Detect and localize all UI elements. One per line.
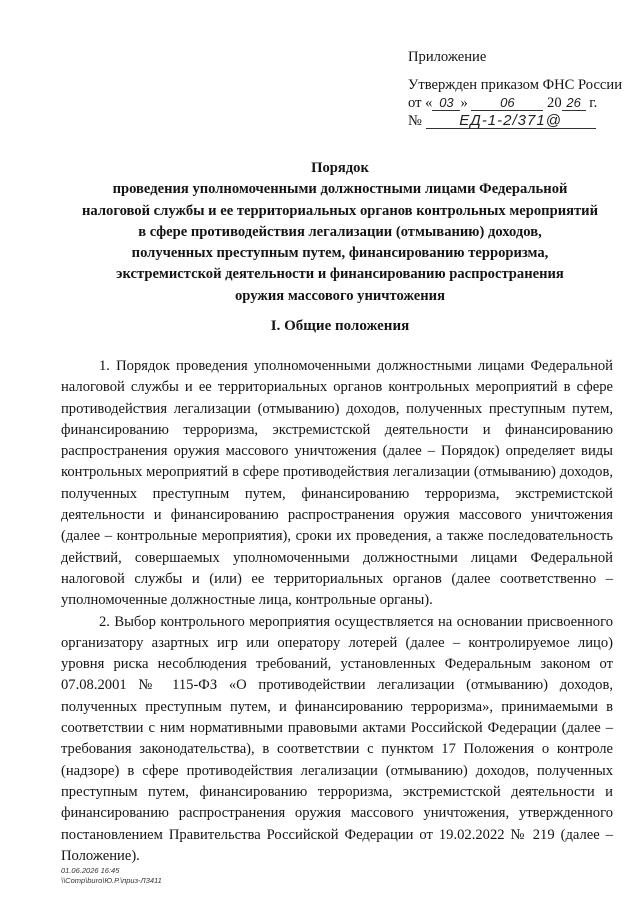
footer-note (61, 866, 361, 886)
date-mid: » (460, 95, 468, 111)
date-day-handwritten: 03 (432, 96, 460, 111)
footer-timestamp: 01.06.2026 16:45 (61, 866, 120, 875)
section-heading: I. Общие положения (270, 318, 410, 334)
title-line: полученных преступным путем, финансированию терроризма, (131, 245, 549, 262)
appendix-label: Приложение (408, 49, 487, 65)
date-prefix: от « (408, 95, 433, 111)
date-suffix: г. (589, 95, 598, 111)
order-date-line (408, 94, 608, 112)
title-line: в сфере противодействия легализации (отмыванию) доходов, (138, 223, 542, 240)
order-number-line (408, 112, 608, 130)
date-month-handwritten: 06 (471, 96, 543, 111)
date-year-handwritten: 26 (562, 96, 586, 111)
approval-block (408, 48, 623, 130)
paragraph-1: 1. Порядок проведения уполномоченными должностными лицами Федеральной налоговой службы и ее территориальных органов контрольных мероприятий в сфере противодействия легализации (отмыванию) доходов, полученных преступным путем, финансированию терроризма, экстремистской деятельности и финансированию распространения оружия массового уничтожения (далее – Порядок) определяет виды контрольных мероприятий в сфере противодействия легализации (отмыванию) доходов, полученных преступным путем, финансированию терроризма, экстремистской деятельности и финансированию распространения оружия массового уничтожения (далее – контрольные мероприятия), сроки их проведения, а также последовательность действий, совершаемых уполномоченными должностными лицами Федеральной налоговой службы и (или) ее территориальных органов (далее соответственно – уполномоченные должностные лица, контрольные органы). (61, 358, 613, 609)
document-body (61, 356, 613, 867)
title-line: оружия массового уничтожения (234, 287, 445, 304)
date-year-prefix: 20 (547, 95, 562, 111)
document-title (40, 158, 640, 307)
footer-file-path: \\Comp\buro\Ю.Р.\приз-Л3411 (61, 876, 162, 885)
title-line: экстремистской деятельности и финансированию распространения (116, 266, 564, 283)
title-line: налоговой службы и ее территориальных органов контрольных мероприятий (82, 202, 598, 219)
title-line: проведения уполномоченными должностными лицами Федеральной (112, 181, 568, 198)
title-line: Порядок (311, 160, 369, 176)
order-number-handwritten: ЕД-1-2/371@ (426, 114, 596, 129)
approved-by-order-line: Утвержден приказом ФНС России (408, 77, 623, 93)
paragraph-2: 2. Выбор контрольного мероприятия осуществляется на основании присвоенного организатору азартных игр или оператору лотерей (далее – контролируемое лицо) уровня риска несоблюдения требований, установленных Федеральным законом от 07.08.2001 № 115-ФЗ «О противодействии легализации (отмыванию) доходов, полученных преступным путем, и финансированию терроризма», принимаемыми в соответствии с ним нормативными правовыми актами Российской Федерации (далее – требования законодательства), в соответствии с пунктом 17 Положения о контроле (надзоре) в сфере противодействия легализации (отмыванию) доходов, полученных преступным путем, финансированию терроризма, экстремистской деятельности и финансированию распространения оружия массового уничтожения, утвержденного постановлением Правительства Российской Федерации от 19.02.2022 № 219 (далее – Положение). (61, 613, 613, 864)
number-prefix: № (408, 113, 422, 129)
